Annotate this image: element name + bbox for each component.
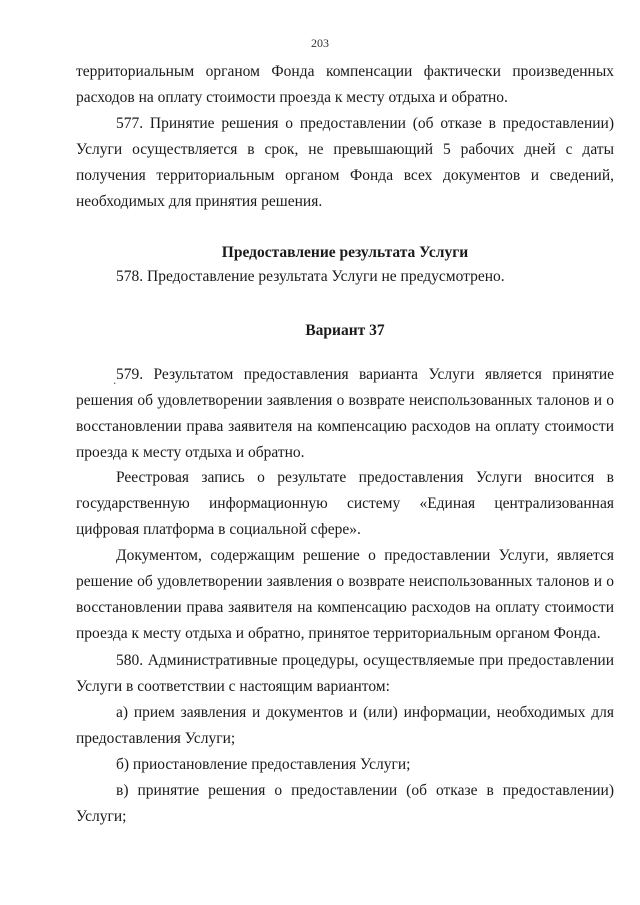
paragraph-579: 579. Результатом предоставления варианта Услуги является принятие решения об удовлетворении заявления о возврате неиспользованных талонов и о восстановлении права заявителя на компенсацию расходов на оплату стоимости проезда к месту отдыха и обратно. bbox=[76, 366, 614, 461]
page-number: 203 bbox=[311, 36, 329, 50]
list-item-b: б) приостановление предоставления Услуги; bbox=[116, 756, 411, 773]
section-heading-result: Предоставление результата Услуги bbox=[221, 244, 469, 261]
paragraph-580: 580. Административные процедуры, осуществляемые при предоставлении Услуги в соответствии с настоящим вариантом: bbox=[76, 652, 614, 695]
paragraph-continuation: территориальным органом Фонда компенсации фактически произведенных расходов на оплату стоимости проезда к месту отдыха и обратно. bbox=[76, 63, 614, 106]
list-item-a: а) прием заявления и документов и (или) информации, необходимых для предоставления Услуги; bbox=[76, 704, 614, 747]
paragraph-577: 577. Принятие решения о предоставлении (об отказе в предоставлении) Услуги осуществляется в срок, не превышающий 5 рабочих дней с даты получения территориальным органом Фонда всех документов и сведений, необходимых для принятия решения. bbox=[76, 115, 614, 210]
scan-mark: . bbox=[113, 372, 117, 387]
section-heading-variant: Вариант 37 bbox=[305, 322, 385, 339]
paragraph-registry-entry: Реестровая запись о результате предоставления Услуги вносится в государственную информационную систему «Единая централизованная цифровая платформа в социальной сфере». bbox=[76, 469, 614, 538]
paragraph-result-document: Документом, содержащим решение о предоставлении Услуги, является решение об удовлетворении заявления о возврате неиспользованных талонов и о восстановлении права заявителя на компенсацию расходов на оплату стоимости проезда к месту отдыха и обратно, принятое территориальным органом Фонда. bbox=[76, 547, 614, 642]
list-item-v: в) принятие решения о предоставлении (об отказе в предоставлении) Услуги; bbox=[76, 782, 614, 825]
paragraph-578: 578. Предоставление результата Услуги не предусмотрено. bbox=[116, 268, 505, 285]
